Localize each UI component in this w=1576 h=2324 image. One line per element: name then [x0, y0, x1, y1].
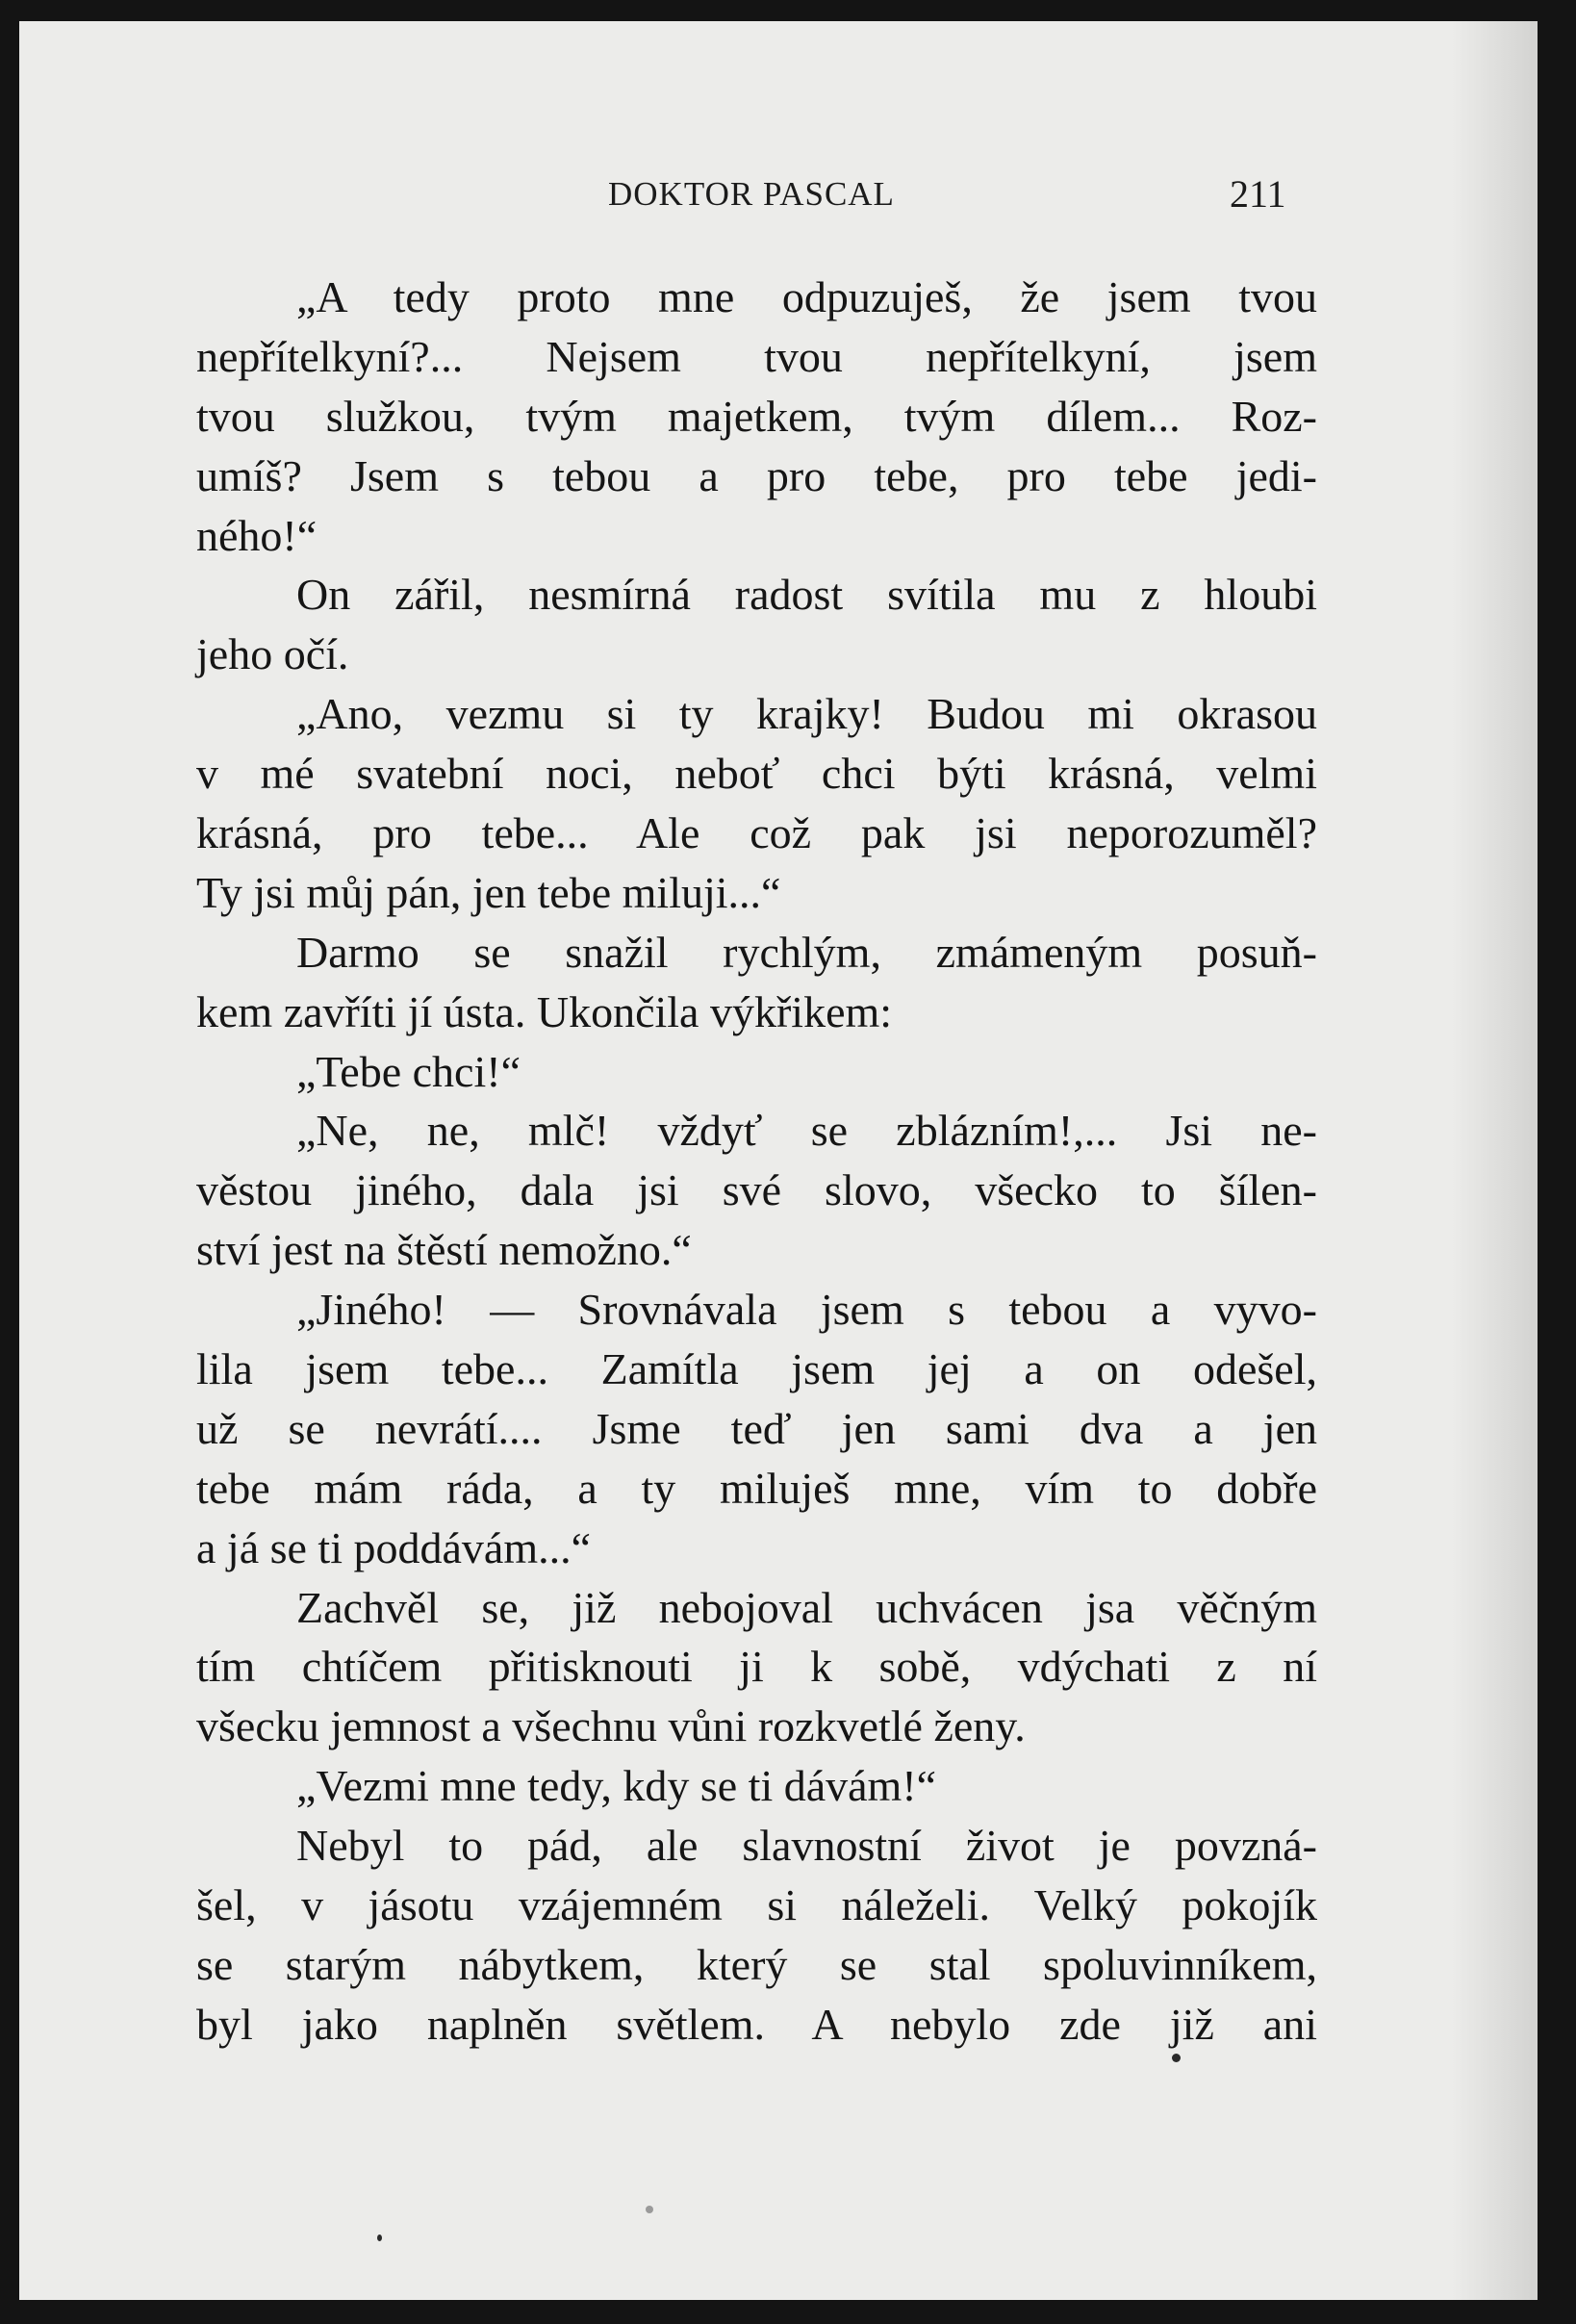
text-line: „Tebe chci!“ — [296, 1046, 521, 1096]
text-line: umíš? Jsem s tebou a pro tebe, pro tebe jedi- — [196, 450, 1317, 500]
text-line: byl jako naplněn světlem. A nebylo zde již ani — [196, 1999, 1317, 2049]
text-line: v mé svatební noci, neboť chci býti krásná, velmi — [196, 749, 1317, 799]
text-line: „Ano, vezmu si ty krajky! Budou mi okrasou — [296, 689, 1317, 739]
text-line: „Jiného! — Srovnávala jsem s tebou a vyvo- — [296, 1285, 1317, 1335]
text-line: Darmo se snažil rychlým, zmámeným posuň- — [296, 927, 1317, 977]
ink-speck — [377, 2235, 382, 2241]
text-line: a já se ti poddávám...“ — [196, 1522, 592, 1572]
book-page — [19, 21, 1538, 2300]
running-title: DOKTOR PASCAL — [608, 175, 895, 213]
text-line: Zachvěl se, již nebojoval uchvácen jsa věčným — [296, 1582, 1317, 1632]
ink-speck — [646, 2206, 653, 2213]
text-line: krásná, pro tebe... Ale což pak jsi neporozuměl? — [196, 808, 1317, 858]
text-line: On zářil, nesmírná radost svítila mu z hloubi — [296, 570, 1317, 620]
text-line: nepřítelkyní?... Nejsem tvou nepřítelkyní, jsem — [196, 331, 1317, 381]
text-line: „Vezmi mne tedy, kdy se ti dávám!“ — [296, 1761, 937, 1811]
text-line: se starým nábytkem, který se stal spoluvinníkem, — [196, 1939, 1317, 1989]
text-line: „Ne, ne, mlč! vždyť se zblázním!,... Jsi ne- — [296, 1106, 1317, 1156]
ink-speck — [1172, 2054, 1181, 2062]
page-header — [19, 172, 1538, 221]
text-line: tím chtíčem přitisknouti ji k sobě, vdýchati z ní — [196, 1642, 1317, 1692]
text-line: tebe mám ráda, a ty miluješ mne, vím to dobře — [196, 1463, 1317, 1513]
text-line: šel, v jásotu vzájemném si náleželi. Velký pokojík — [196, 1880, 1317, 1930]
text-line: už se nevrátí.... Jsme teď jen sami dva a jen — [196, 1403, 1317, 1453]
body-text — [196, 268, 1317, 2055]
text-line: ství jest na štěstí nemožno.“ — [196, 1225, 692, 1275]
text-line: jeho očí. — [196, 629, 349, 679]
text-line: tvou služkou, tvým majetkem, tvým dílem... Roz- — [196, 391, 1317, 441]
text-line: věstou jiného, dala jsi své slovo, všecko to šílen- — [196, 1165, 1317, 1215]
text-line: kem zavříti jí ústa. Ukončila výkřikem: — [196, 986, 893, 1036]
page-number: 211 — [1230, 172, 1286, 216]
text-line: „A tedy proto mne odpuzuješ, že jsem tvou — [296, 272, 1317, 321]
text-line: Nebyl to pád, ale slavnostní život je povzná- — [296, 1821, 1317, 1871]
text-line: všecku jemnost a všechnu vůni rozkvetlé ženy. — [196, 1701, 1026, 1751]
text-line: Ty jsi můj pán, jen tebe miluji...“ — [196, 867, 781, 917]
text-line: ného!“ — [196, 510, 318, 560]
text-line: lila jsem tebe... Zamítla jsem jej a on odešel, — [196, 1344, 1317, 1394]
